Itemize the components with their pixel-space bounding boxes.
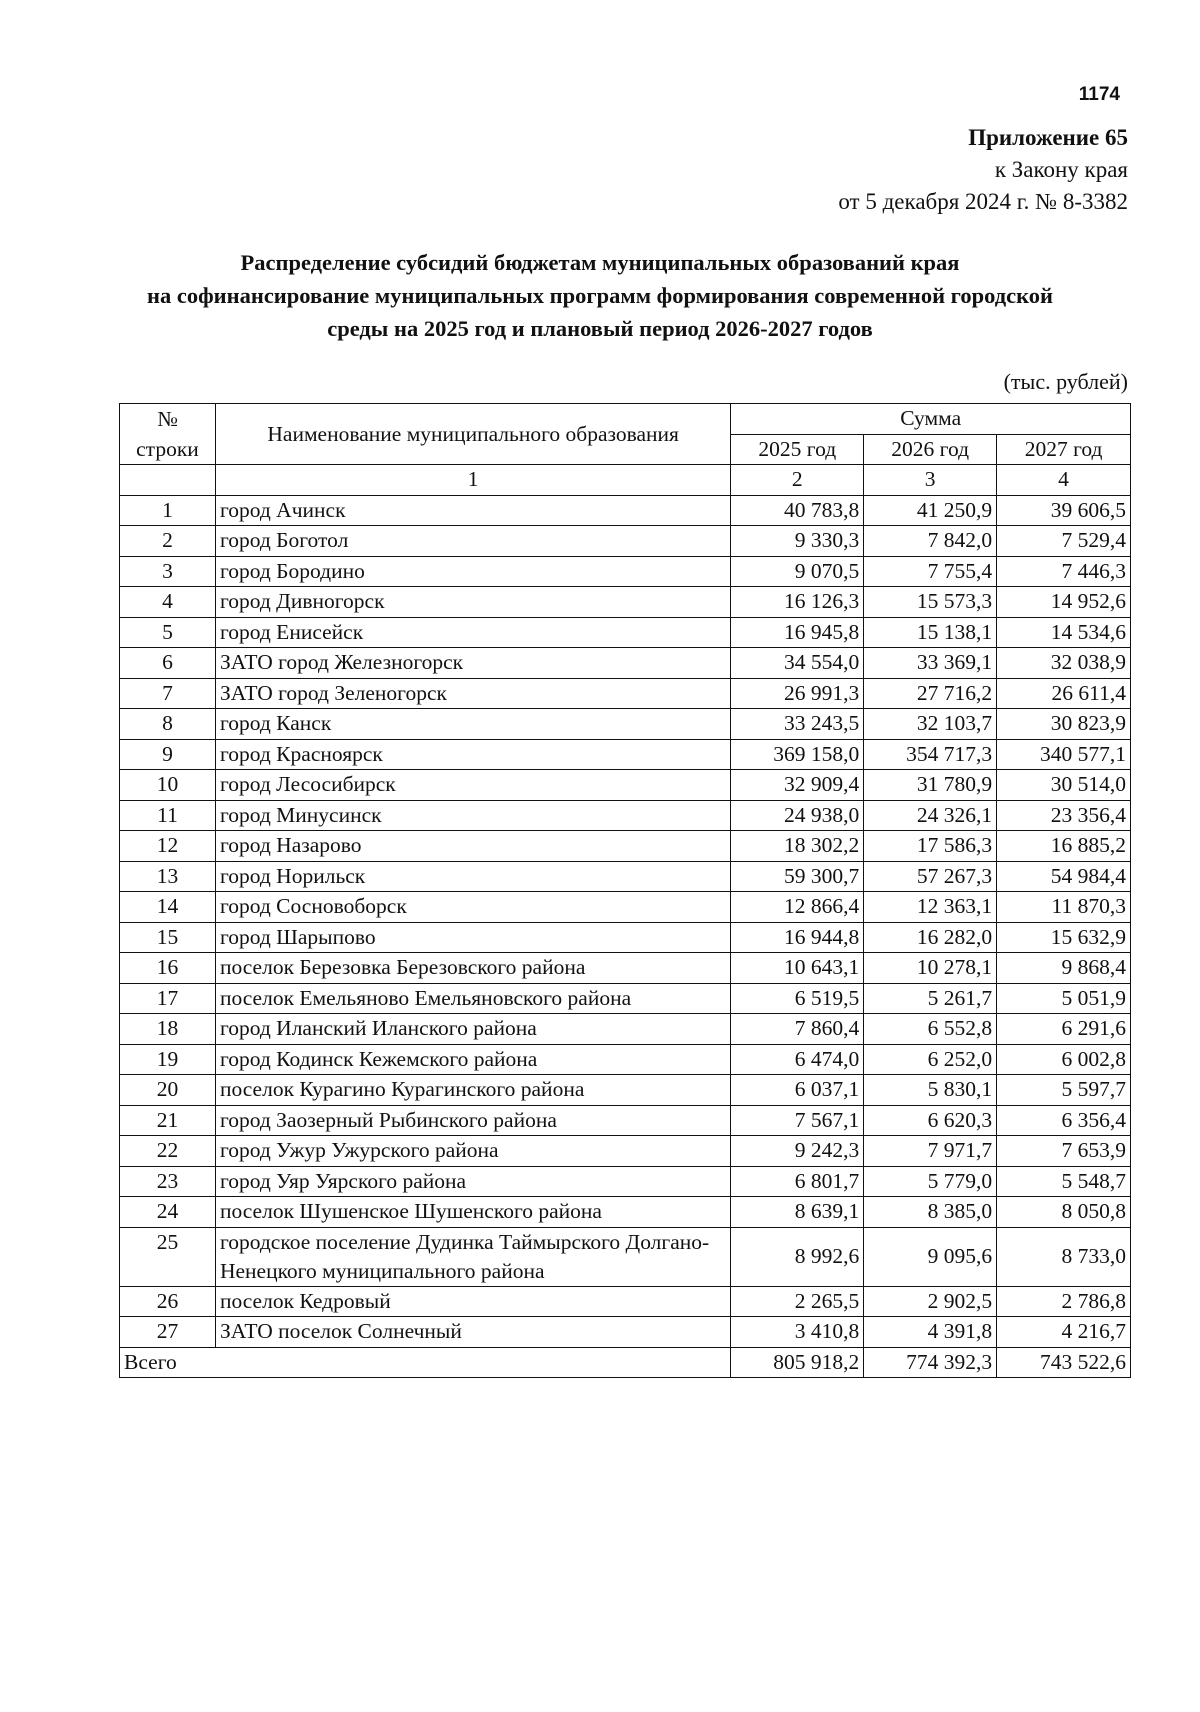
value-2026: 4 391,8 <box>864 1317 997 1348</box>
value-2027: 7 529,4 <box>997 526 1131 557</box>
table-row <box>120 556 1131 587</box>
total-2025: 805 918,2 <box>731 1347 864 1378</box>
header-2025: 2025 год <box>731 434 864 465</box>
row-number: 15 <box>120 922 216 953</box>
value-2027: 16 885,2 <box>997 831 1131 862</box>
value-2027: 7 653,9 <box>997 1136 1131 1167</box>
table-row <box>120 800 1131 831</box>
municipality-name: поселок Березовка Березовского района <box>215 953 730 984</box>
value-2026: 5 830,1 <box>864 1075 997 1106</box>
value-2027: 9 868,4 <box>997 953 1131 984</box>
column-number-row: 1 2 3 4 <box>120 465 1131 496</box>
row-number: 25 <box>120 1227 216 1286</box>
header-2027: 2027 год <box>997 434 1131 465</box>
total-row <box>120 1347 1131 1378</box>
value-2027: 11 870,3 <box>997 892 1131 923</box>
table-row <box>120 1044 1131 1075</box>
table-row <box>120 922 1131 953</box>
table-row <box>120 1136 1131 1167</box>
municipality-name: ЗАТО город Железногорск <box>215 648 730 679</box>
municipality-name: поселок Кедровый <box>215 1286 730 1317</box>
row-number: 1 <box>120 495 216 526</box>
value-2027: 5 051,9 <box>997 983 1131 1014</box>
header-row-number: № строки <box>120 404 216 465</box>
value-2025: 16 945,8 <box>731 617 864 648</box>
appendix-date-ref: от 5 декабря 2024 г. № 8-3382 <box>838 189 1128 214</box>
value-2027: 54 984,4 <box>997 861 1131 892</box>
value-2025: 24 938,0 <box>731 800 864 831</box>
table-row <box>120 1014 1131 1045</box>
table-row <box>120 617 1131 648</box>
value-2026: 15 138,1 <box>864 617 997 648</box>
row-number: 16 <box>120 953 216 984</box>
municipality-name: город Боготол <box>215 526 730 557</box>
value-2026: 57 267,3 <box>864 861 997 892</box>
value-2026: 9 095,6 <box>864 1227 997 1286</box>
value-2026: 8 385,0 <box>864 1197 997 1228</box>
value-2026: 16 282,0 <box>864 922 997 953</box>
header-name: Наименование муниципального образования <box>215 404 730 465</box>
value-2025: 9 330,3 <box>731 526 864 557</box>
value-2026: 27 716,2 <box>864 678 997 709</box>
value-2025: 8 639,1 <box>731 1197 864 1228</box>
value-2026: 31 780,9 <box>864 770 997 801</box>
value-2027: 340 577,1 <box>997 739 1131 770</box>
value-2027: 6 002,8 <box>997 1044 1131 1075</box>
table-row <box>120 1227 1131 1286</box>
value-2027: 4 216,7 <box>997 1317 1131 1348</box>
value-2025: 40 783,8 <box>731 495 864 526</box>
table-row <box>120 1166 1131 1197</box>
row-number: 24 <box>120 1197 216 1228</box>
total-2027: 743 522,6 <box>997 1347 1131 1378</box>
municipality-name: поселок Курагино Курагинского района <box>215 1075 730 1106</box>
value-2025: 33 243,5 <box>731 709 864 740</box>
value-2027: 30 514,0 <box>997 770 1131 801</box>
row-number: 10 <box>120 770 216 801</box>
value-2025: 6 474,0 <box>731 1044 864 1075</box>
value-2025: 8 992,6 <box>731 1227 864 1286</box>
table-row <box>120 983 1131 1014</box>
header-2026: 2026 год <box>864 434 997 465</box>
municipality-name: город Енисейск <box>215 617 730 648</box>
appendix-block <box>838 122 1128 218</box>
municipality-name: город Канск <box>215 709 730 740</box>
table-row <box>120 770 1131 801</box>
total-2026: 774 392,3 <box>864 1347 997 1378</box>
value-2027: 5 548,7 <box>997 1166 1131 1197</box>
value-2027: 2 786,8 <box>997 1286 1131 1317</box>
title-line-1: Распределение субсидий бюджетам муниципальных образований края <box>240 250 960 275</box>
table-row <box>120 648 1131 679</box>
value-2025: 6 037,1 <box>731 1075 864 1106</box>
row-number: 27 <box>120 1317 216 1348</box>
title-line-2: на софинансирование муниципальных программ формирования современной городской <box>147 283 1053 308</box>
municipality-name: город Норильск <box>215 861 730 892</box>
value-2025: 2 265,5 <box>731 1286 864 1317</box>
table-row <box>120 739 1131 770</box>
value-2027: 23 356,4 <box>997 800 1131 831</box>
municipality-name: ЗАТО город Зеленогорск <box>215 678 730 709</box>
municipality-name: город Ачинск <box>215 495 730 526</box>
value-2027: 14 534,6 <box>997 617 1131 648</box>
value-2025: 9 242,3 <box>731 1136 864 1167</box>
value-2026: 5 779,0 <box>864 1166 997 1197</box>
municipality-name: город Сосновоборск <box>215 892 730 923</box>
row-number: 26 <box>120 1286 216 1317</box>
value-2027: 5 597,7 <box>997 1075 1131 1106</box>
row-number: 4 <box>120 587 216 618</box>
row-number: 2 <box>120 526 216 557</box>
row-number: 3 <box>120 556 216 587</box>
value-2026: 2 902,5 <box>864 1286 997 1317</box>
value-2026: 6 252,0 <box>864 1044 997 1075</box>
row-number: 20 <box>120 1075 216 1106</box>
value-2026: 6 552,8 <box>864 1014 997 1045</box>
value-2025: 12 866,4 <box>731 892 864 923</box>
row-number: 17 <box>120 983 216 1014</box>
value-2025: 6 801,7 <box>731 1166 864 1197</box>
municipality-name: город Дивногорск <box>215 587 730 618</box>
value-2026: 17 586,3 <box>864 831 997 862</box>
value-2027: 8 733,0 <box>997 1227 1131 1286</box>
municipality-name: городское поселение Дудинка Таймырского Долгано-Ненецкого муниципального района <box>215 1227 730 1286</box>
appendix-title: Приложение 65 <box>968 125 1128 150</box>
row-number: 22 <box>120 1136 216 1167</box>
row-number: 5 <box>120 617 216 648</box>
value-2025: 6 519,5 <box>731 983 864 1014</box>
municipality-name: поселок Шушенское Шушенского района <box>215 1197 730 1228</box>
table-row <box>120 678 1131 709</box>
municipality-name: ЗАТО поселок Солнечный <box>215 1317 730 1348</box>
subsidy-table <box>119 403 1131 1378</box>
row-number: 7 <box>120 678 216 709</box>
value-2025: 369 158,0 <box>731 739 864 770</box>
row-number: 9 <box>120 739 216 770</box>
value-2025: 10 643,1 <box>731 953 864 984</box>
value-2025: 16 126,3 <box>731 587 864 618</box>
value-2026: 7 755,4 <box>864 556 997 587</box>
municipality-name: город Лесосибирск <box>215 770 730 801</box>
value-2025: 9 070,5 <box>731 556 864 587</box>
title-line-3: среды на 2025 год и плановый период 2026-2027 годов <box>327 316 873 341</box>
municipality-name: город Красноярск <box>215 739 730 770</box>
header-sum: Сумма <box>731 404 1131 435</box>
row-number: 21 <box>120 1105 216 1136</box>
row-number: 23 <box>120 1166 216 1197</box>
value-2025: 18 302,2 <box>731 831 864 862</box>
total-label: Всего <box>120 1347 731 1378</box>
municipality-name: город Назарово <box>215 831 730 862</box>
row-number: 19 <box>120 1044 216 1075</box>
municipality-name: город Шарыпово <box>215 922 730 953</box>
value-2026: 6 620,3 <box>864 1105 997 1136</box>
units-label: (тыс. рублей) <box>1003 369 1128 394</box>
table-row <box>120 587 1131 618</box>
value-2026: 7 842,0 <box>864 526 997 557</box>
municipality-name: город Минусинск <box>215 800 730 831</box>
table-row <box>120 831 1131 862</box>
row-number: 18 <box>120 1014 216 1045</box>
value-2026: 12 363,1 <box>864 892 997 923</box>
table-row <box>120 892 1131 923</box>
value-2027: 15 632,9 <box>997 922 1131 953</box>
row-number: 12 <box>120 831 216 862</box>
value-2027: 26 611,4 <box>997 678 1131 709</box>
value-2025: 26 991,3 <box>731 678 864 709</box>
table-row <box>120 1286 1131 1317</box>
value-2026: 354 717,3 <box>864 739 997 770</box>
document-title <box>100 246 1100 345</box>
value-2025: 32 909,4 <box>731 770 864 801</box>
municipality-name: город Ужур Ужурского района <box>215 1136 730 1167</box>
value-2027: 6 356,4 <box>997 1105 1131 1136</box>
value-2025: 16 944,8 <box>731 922 864 953</box>
row-number: 11 <box>120 800 216 831</box>
value-2025: 3 410,8 <box>731 1317 864 1348</box>
value-2027: 7 446,3 <box>997 556 1131 587</box>
value-2025: 7 860,4 <box>731 1014 864 1045</box>
municipality-name: поселок Емельяново Емельяновского района <box>215 983 730 1014</box>
table-row <box>120 495 1131 526</box>
municipality-name: город Бородино <box>215 556 730 587</box>
value-2026: 24 326,1 <box>864 800 997 831</box>
municipality-name: город Уяр Уярского района <box>215 1166 730 1197</box>
value-2026: 41 250,9 <box>864 495 997 526</box>
value-2026: 15 573,3 <box>864 587 997 618</box>
value-2025: 7 567,1 <box>731 1105 864 1136</box>
value-2027: 30 823,9 <box>997 709 1131 740</box>
value-2026: 10 278,1 <box>864 953 997 984</box>
table-row <box>120 953 1131 984</box>
table-row <box>120 861 1131 892</box>
value-2026: 7 971,7 <box>864 1136 997 1167</box>
municipality-name: город Заозерный Рыбинского района <box>215 1105 730 1136</box>
row-number: 8 <box>120 709 216 740</box>
table-row <box>120 1197 1131 1228</box>
value-2025: 34 554,0 <box>731 648 864 679</box>
value-2027: 6 291,6 <box>997 1014 1131 1045</box>
row-number: 13 <box>120 861 216 892</box>
table-row <box>120 709 1131 740</box>
value-2026: 32 103,7 <box>864 709 997 740</box>
row-number: 14 <box>120 892 216 923</box>
page-number: 1174 <box>1078 84 1120 105</box>
value-2025: 59 300,7 <box>731 861 864 892</box>
value-2026: 5 261,7 <box>864 983 997 1014</box>
appendix-law-ref: к Закону края <box>994 157 1128 182</box>
value-2027: 39 606,5 <box>997 495 1131 526</box>
value-2027: 32 038,9 <box>997 648 1131 679</box>
table-row <box>120 1075 1131 1106</box>
table-row <box>120 1317 1131 1348</box>
row-number: 6 <box>120 648 216 679</box>
table-row <box>120 526 1131 557</box>
value-2026: 33 369,1 <box>864 648 997 679</box>
municipality-name: город Иланский Иланского района <box>215 1014 730 1045</box>
value-2027: 8 050,8 <box>997 1197 1131 1228</box>
table-row <box>120 1105 1131 1136</box>
municipality-name: город Кодинск Кежемского района <box>215 1044 730 1075</box>
value-2027: 14 952,6 <box>997 587 1131 618</box>
